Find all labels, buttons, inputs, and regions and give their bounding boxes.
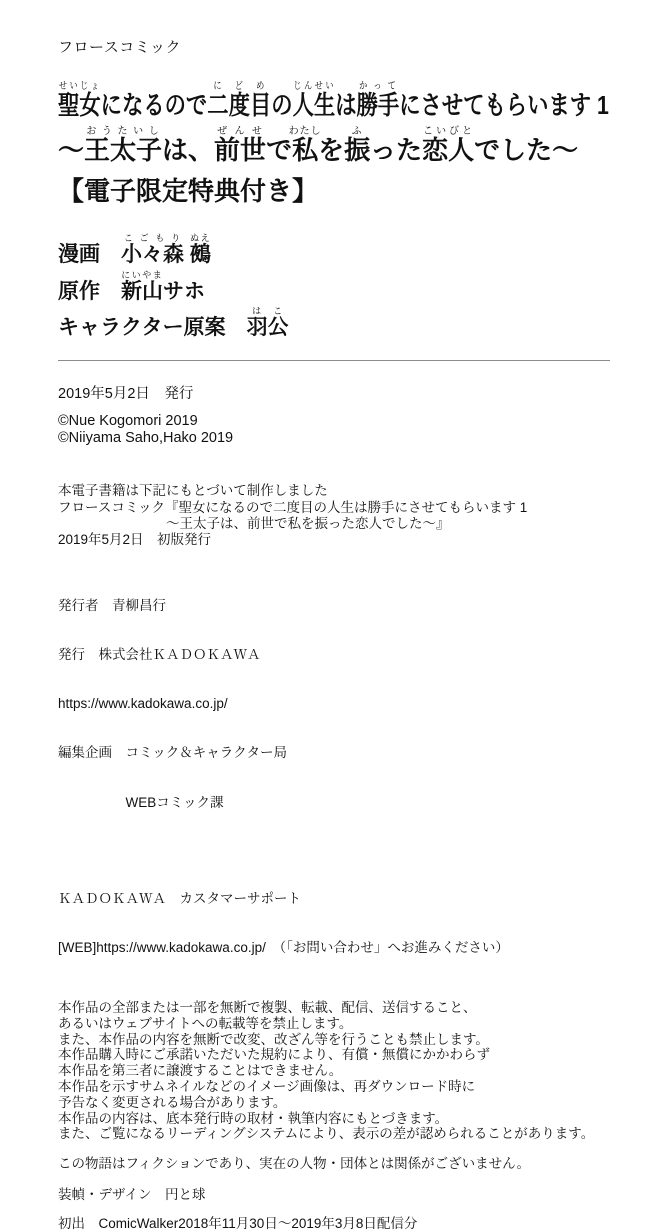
ruby-segment: 勝手かって — [356, 81, 400, 120]
text-line: また、本作品の内容を無断で改変、改ざん等を行うことも禁止します。 — [58, 1031, 489, 1047]
ruby-segment: 王太子おうたいし — [84, 125, 163, 165]
text-line: 本作品の内容は、底本発行時の取材・執筆内容にもとづきます。 — [58, 1110, 449, 1126]
text-line: 本作品の全部または一部を無断で複製、転載、配信、送信すること、 — [58, 1000, 477, 1016]
text-line: ©Nue Kogomori 2019 — [58, 413, 198, 430]
issuer-line: 発行者 青柳昌行 — [58, 597, 166, 613]
support-url-line[interactable]: [WEB]https://www.kadokawa.co.jp/ （「お問い合わせ」へお進みください） — [58, 939, 509, 955]
text-line: 予告なく変更される場合があります。 — [58, 1094, 287, 1110]
text-line: 2019年5月2日 初版発行 — [58, 532, 212, 548]
publisher-company-line: 発行 株式会社ＫＡＤＯＫＡＷＡ — [58, 646, 261, 662]
title-line-1: 聖女せいじょになるので二度目にどめの人生じんせいは勝手かってにさせてもらいます 1 — [58, 81, 609, 120]
text-line: ©Niiyama Saho,Hako 2019 — [58, 429, 234, 446]
legal-notice-block — [58, 1000, 610, 1142]
editing-department-line: 編集企画 コミック＆キャラクター局 — [58, 745, 287, 761]
text-line: フロースコミック『聖女になるので二度目の人生は勝手にさせてもらいます 1 — [58, 499, 528, 515]
first-publication: 初出 ComicWalker2018年11月30日～2019年3月8日配信分 — [58, 1216, 418, 1232]
ruby-segment: 羽公はこ — [246, 306, 289, 340]
text-line: 本作品購入時にご承諾いただいた規約により、有償・無償にかかわらず — [58, 1047, 490, 1063]
ruby-segment: 新山にいやま — [121, 269, 163, 303]
ruby-segment: 鵺ぬえ — [189, 233, 211, 267]
publisher-url[interactable]: https://www.kadokawa.co.jp/ — [58, 696, 228, 712]
ruby-segment: 聖女せいじょ — [58, 81, 101, 120]
credit-line-character-design: キャラクター原案 羽公はこ — [58, 306, 289, 340]
ruby-segment: 人生じんせい — [292, 81, 336, 120]
edition-note: 【電子限定特典付き】 — [58, 176, 319, 207]
ruby-segment: 前世ぜんせ — [214, 125, 267, 165]
ruby-segment: 恋人こいびと — [422, 125, 475, 165]
text-line: 本電子書籍は下記にもとづいて制作しました — [58, 483, 328, 499]
text-line: 本作品を第三者に譲渡することはできません。 — [58, 1063, 343, 1079]
text-line: 本作品を示すサムネイルなどのイメージ画像は、再ダウンロード時に — [58, 1079, 476, 1095]
support-title-line: ＫＡＤＯＫＡＷＡ カスタマーサポート — [58, 890, 301, 906]
issue-date: 2019年5月2日 発行 — [58, 385, 194, 402]
copyright-block — [58, 413, 610, 446]
imprint-label: フロースコミック — [58, 39, 181, 56]
publisher-block — [58, 565, 610, 844]
credit-line-manga: 漫画 小々森こごもり 鵺ぬえ — [58, 233, 211, 267]
editing-section-line: WEBコミック課 — [58, 794, 224, 810]
divider — [58, 360, 610, 361]
customer-support-block — [58, 858, 610, 989]
ruby-segment: 振ふ — [344, 125, 371, 165]
credit-line-original-story: 原作 新山にいやまサホ — [58, 269, 205, 303]
text-line: あるいはウェブサイトへの転載等を禁止します。 — [58, 1015, 353, 1031]
source-edition-block — [58, 483, 610, 549]
title-line-2: ～王太子おうたいしは、前世ぜんせで私わたしを振ふった恋人こいびとでした～ — [58, 125, 579, 165]
design-credit: 装幀・デザイン 円と球 — [58, 1186, 206, 1202]
ruby-segment: 二度目にどめ — [207, 81, 272, 120]
text-line: また、ご覧になるリーディングシステムにより、表示の差が認められることがあります。 — [58, 1126, 595, 1142]
book-title — [58, 81, 610, 209]
fiction-disclaimer: この物語はフィクションであり、実在の人物・団体とは関係がございません。 — [58, 1156, 530, 1172]
ruby-segment: 私わたし — [288, 125, 322, 165]
ruby-segment: 小々森こごもり — [121, 233, 184, 267]
credits — [58, 233, 610, 343]
text-line: ～王太子は、前世で私を振った恋人でした～』 — [58, 516, 450, 532]
